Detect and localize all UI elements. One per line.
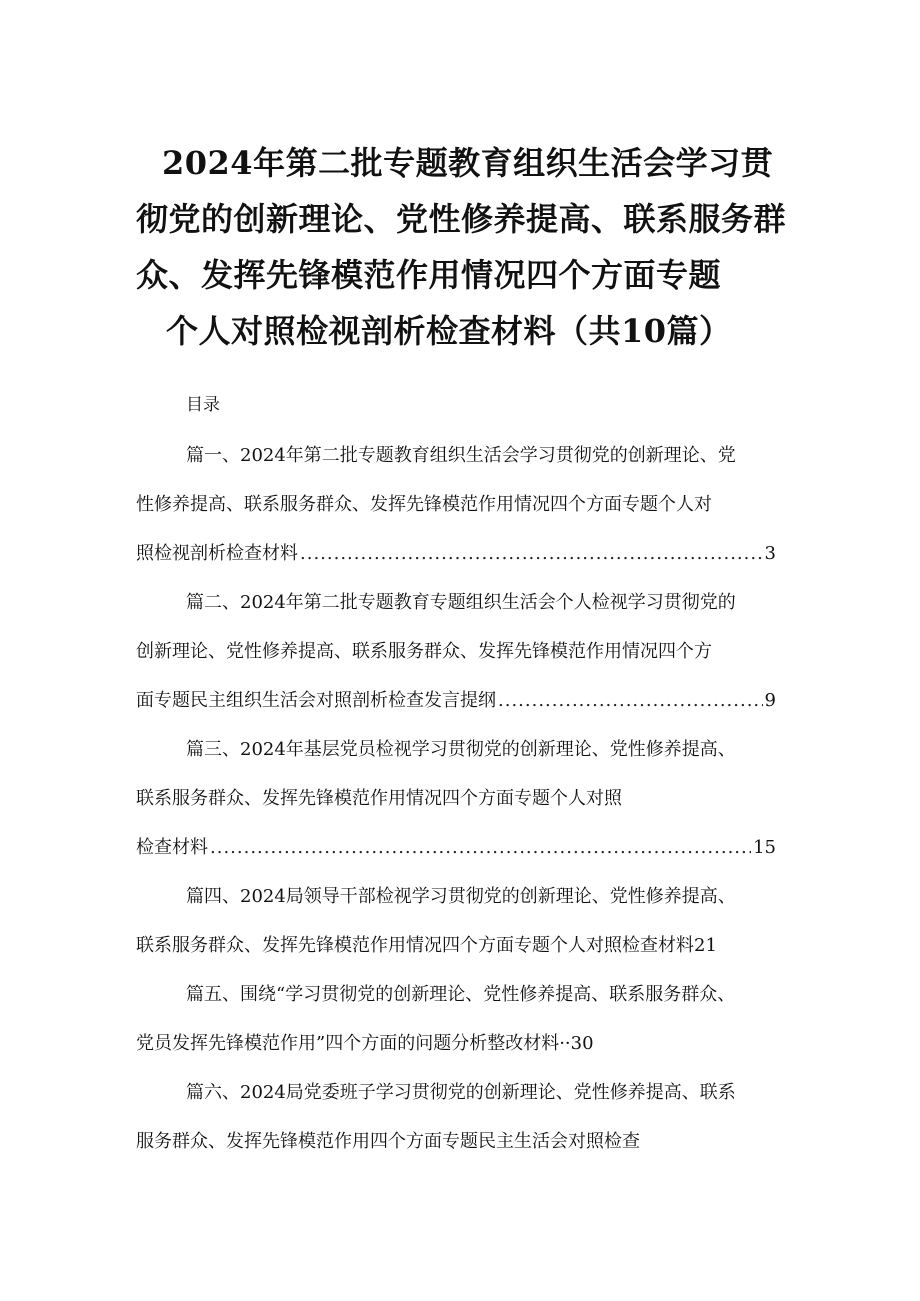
title-line-4: 个人对照检视剖析检查材料（共10篇） — [166, 312, 732, 350]
document-title — [130, 135, 800, 359]
toc-entry-3-last: 检查材料 — [136, 837, 208, 858]
toc-entry-1-line-1: 篇一、2024年第二批专题教育组织生活会学习贯彻党的创新理论、党 — [186, 445, 736, 466]
title-line-2: 彻党的创新理论、党性修养提高、联系服务群 — [136, 200, 787, 238]
title-line-3: 众、发挥先锋模范作用情况四个方面专题 — [136, 256, 722, 294]
title-line-1: 2024年第二批专题教育组织生活会学习贯 — [162, 144, 774, 182]
toc-entry-6-line-2: 服务群众、发挥先锋模范作用四个方面专题民主生活会对照检查 — [136, 1131, 640, 1152]
toc-entry-1-line-2: 性修养提高、联系服务群众、发挥先锋模范作用情况四个方面专题个人对 — [136, 494, 712, 515]
toc-entry-2-last: 面专题民主组织生活会对照剖析检查发言提纲 — [136, 690, 496, 711]
toc-entry-2-line-3 — [136, 688, 776, 714]
toc-entry-2-page: 9 — [764, 690, 776, 711]
dot-leader — [210, 835, 751, 861]
toc-entry-2-line-1: 篇二、2024年第二批专题教育专题组织生活会个人检视学习贯彻党的 — [186, 592, 736, 613]
toc-entry-4-line-1: 篇四、2024局领导干部检视学习贯彻党的创新理论、党性修养提高、 — [186, 886, 736, 907]
toc-entry-3-line-2: 联系服务群众、发挥先锋模范作用情况四个方面专题个人对照 — [136, 788, 622, 809]
toc-entry-1-line-3 — [136, 541, 776, 567]
toc-entry-1-last: 照检视剖析检查材料 — [136, 543, 298, 564]
toc-heading: 目录 — [186, 395, 220, 415]
toc-entry-2-line-2: 创新理论、党性修养提高、联系服务群众、发挥先锋模范作用情况四个方 — [136, 641, 712, 662]
toc-entry-5-line-1: 篇五、围绕“学习贯彻党的创新理论、党性修养提高、联系服务群众、 — [186, 984, 736, 1005]
dot-leader — [498, 688, 763, 714]
toc-entry-4-line-2: 联系服务群众、发挥先锋模范作用情况四个方面专题个人对照检查材料21 — [136, 935, 717, 956]
toc-entry-5-line-2: 党员发挥先锋模范作用”四个方面的问题分析整改材料··30 — [136, 1033, 594, 1054]
dot-leader — [300, 541, 763, 567]
toc-entry-3-page: 15 — [753, 837, 776, 858]
toc-entry-3-line-1: 篇三、2024年基层党员检视学习贯彻党的创新理论、党性修养提高、 — [186, 739, 736, 760]
toc-entry-6-line-1: 篇六、2024局党委班子学习贯彻党的创新理论、党性修养提高、联系 — [186, 1082, 736, 1103]
toc-entry-1-page: 3 — [764, 543, 776, 564]
toc-entry-3-line-3 — [136, 835, 776, 861]
